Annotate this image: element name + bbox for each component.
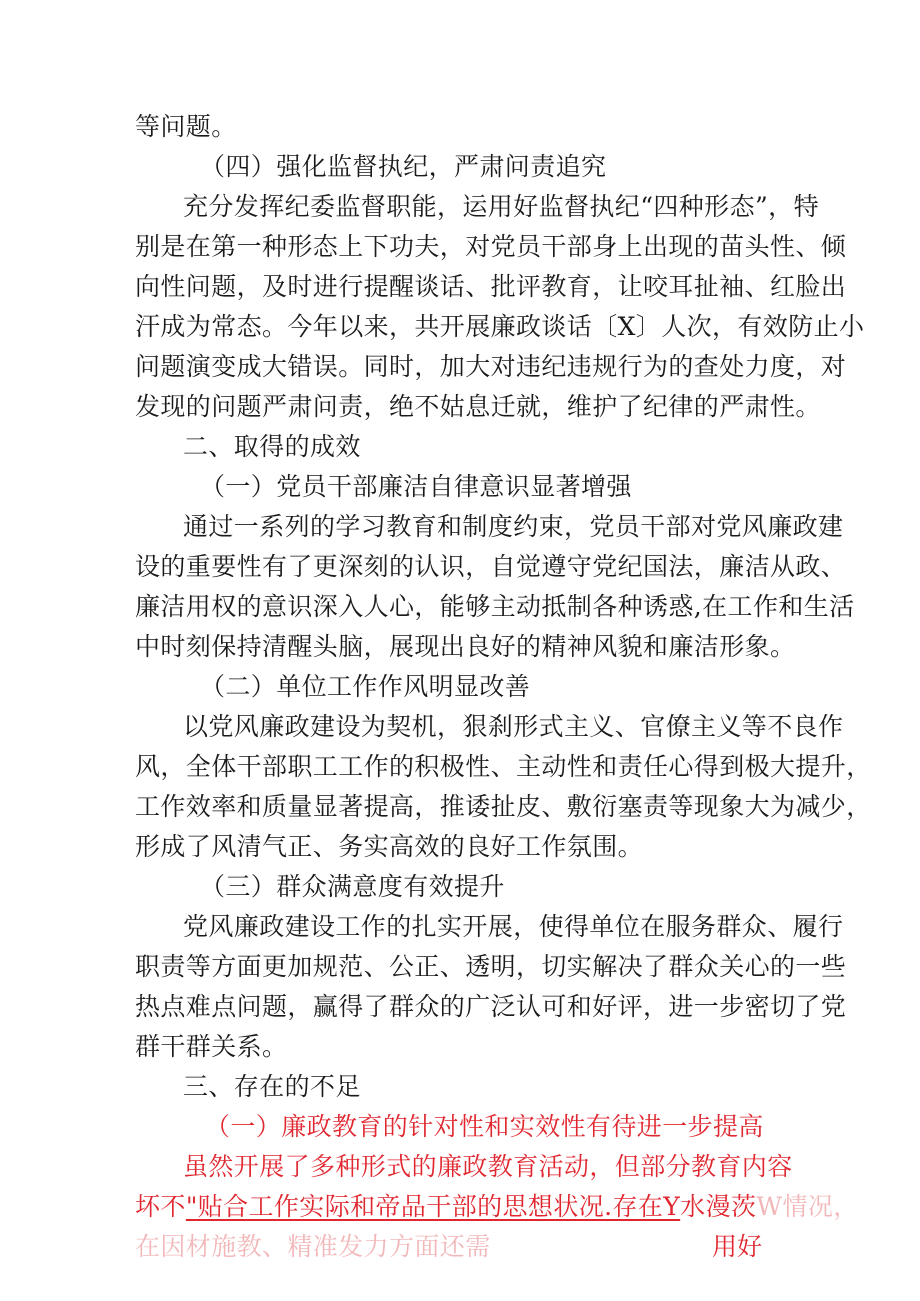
red-text-line: 虽然开展了多种形式的廉政教育活动，但部分教育内容 xyxy=(183,1152,793,1181)
red-text-line-mixed xyxy=(135,1187,859,1227)
text-line: 工作效率和质量显著提高，推诿扯皮、敷衍塞责等现象大为减少， xyxy=(135,792,872,821)
text-line: 向性问题，及时进行提醒谈话、批评教育，让咬耳扯袖、红脸出 xyxy=(135,272,847,301)
text-line: 发现的问题严肃问责，绝不姑息迁就，维护了纪律的严肃性。 xyxy=(135,392,821,421)
red-section-heading: （一）廉政教育的针对性和实效性有待进一步提高 xyxy=(205,1112,764,1141)
text-line: 党风廉政建设工作的扎实开展，使得单位在服务群众、履行 xyxy=(183,912,844,941)
text-line: 风，全体干部职工工作的积极性、主动性和责任心得到极大提升， xyxy=(135,752,872,781)
section-heading: （二）单位工作作风明显改善 xyxy=(200,672,531,701)
text-line: 形成了风清气正、务实高效的良好工作氛围。 xyxy=(135,832,644,861)
text-line: 中时刻保持清醒头脑，展现出良好的精神风貌和廉洁形象。 xyxy=(135,632,796,661)
red-text-tail: 用好 xyxy=(712,1232,763,1261)
text-line: 热点难点问题，赢得了群众的广泛认可和好评，进一步密切了党 xyxy=(135,992,847,1021)
underlined-text-segment: "贴合工作实际和帝品干部的思想状况.存在Y xyxy=(185,1192,681,1221)
text-line: 通过一系列的学习教育和制度约束，党员干部对党风廉政建 xyxy=(183,512,844,541)
section-heading: （三）群众满意度有效提升 xyxy=(200,872,505,901)
text-line: 充分发挥纪委监督职能，运用好监督执纪“四种形态”，特 xyxy=(183,192,819,221)
text-line: 问题演变成大错误。同时，加大对违纪违规行为的查处力度，对 xyxy=(135,352,847,381)
text-line: 别是在第一种形态上下功夫，对党员干部身上出现的苗头性、倾 xyxy=(135,232,847,261)
faint-text-segment: W情况， xyxy=(756,1192,859,1221)
section-heading: （一）党员干部廉洁自律意识显著增强 xyxy=(200,472,632,501)
text-line: 以党风廉政建设为契机，狠刹形式主义、官僚主义等不良作 xyxy=(183,712,844,741)
red-text-segment: 坏不 xyxy=(135,1192,186,1221)
text-line: 群干群关系。 xyxy=(135,1032,288,1061)
text-line: 汗成为常态。今年以来，共开展廉政谈话〔X〕人次，有效防止小 xyxy=(135,312,865,341)
chapter-heading: 二、取得的成效 xyxy=(183,432,361,461)
text-line: 等问题。 xyxy=(135,112,237,141)
text-line: 设的重要性有了更深刻的认识，自觉遵守党纪国法，廉洁从政、 xyxy=(135,552,847,581)
text-line: 廉洁用权的意识深入人心，能够主动抵制各种诱惑,在工作和生活 xyxy=(135,592,855,621)
red-text-segment: 水漫茨 xyxy=(680,1192,757,1221)
section-heading: （四）强化监督执纪，严肃问责追究 xyxy=(200,152,607,181)
faint-text-line: 在因材施教、精准发力方面还需 xyxy=(135,1232,491,1261)
text-line: 职责等方面更加规范、公正、透明，切实解决了群众关心的一些 xyxy=(135,952,847,981)
chapter-heading: 三、存在的不足 xyxy=(183,1072,361,1101)
